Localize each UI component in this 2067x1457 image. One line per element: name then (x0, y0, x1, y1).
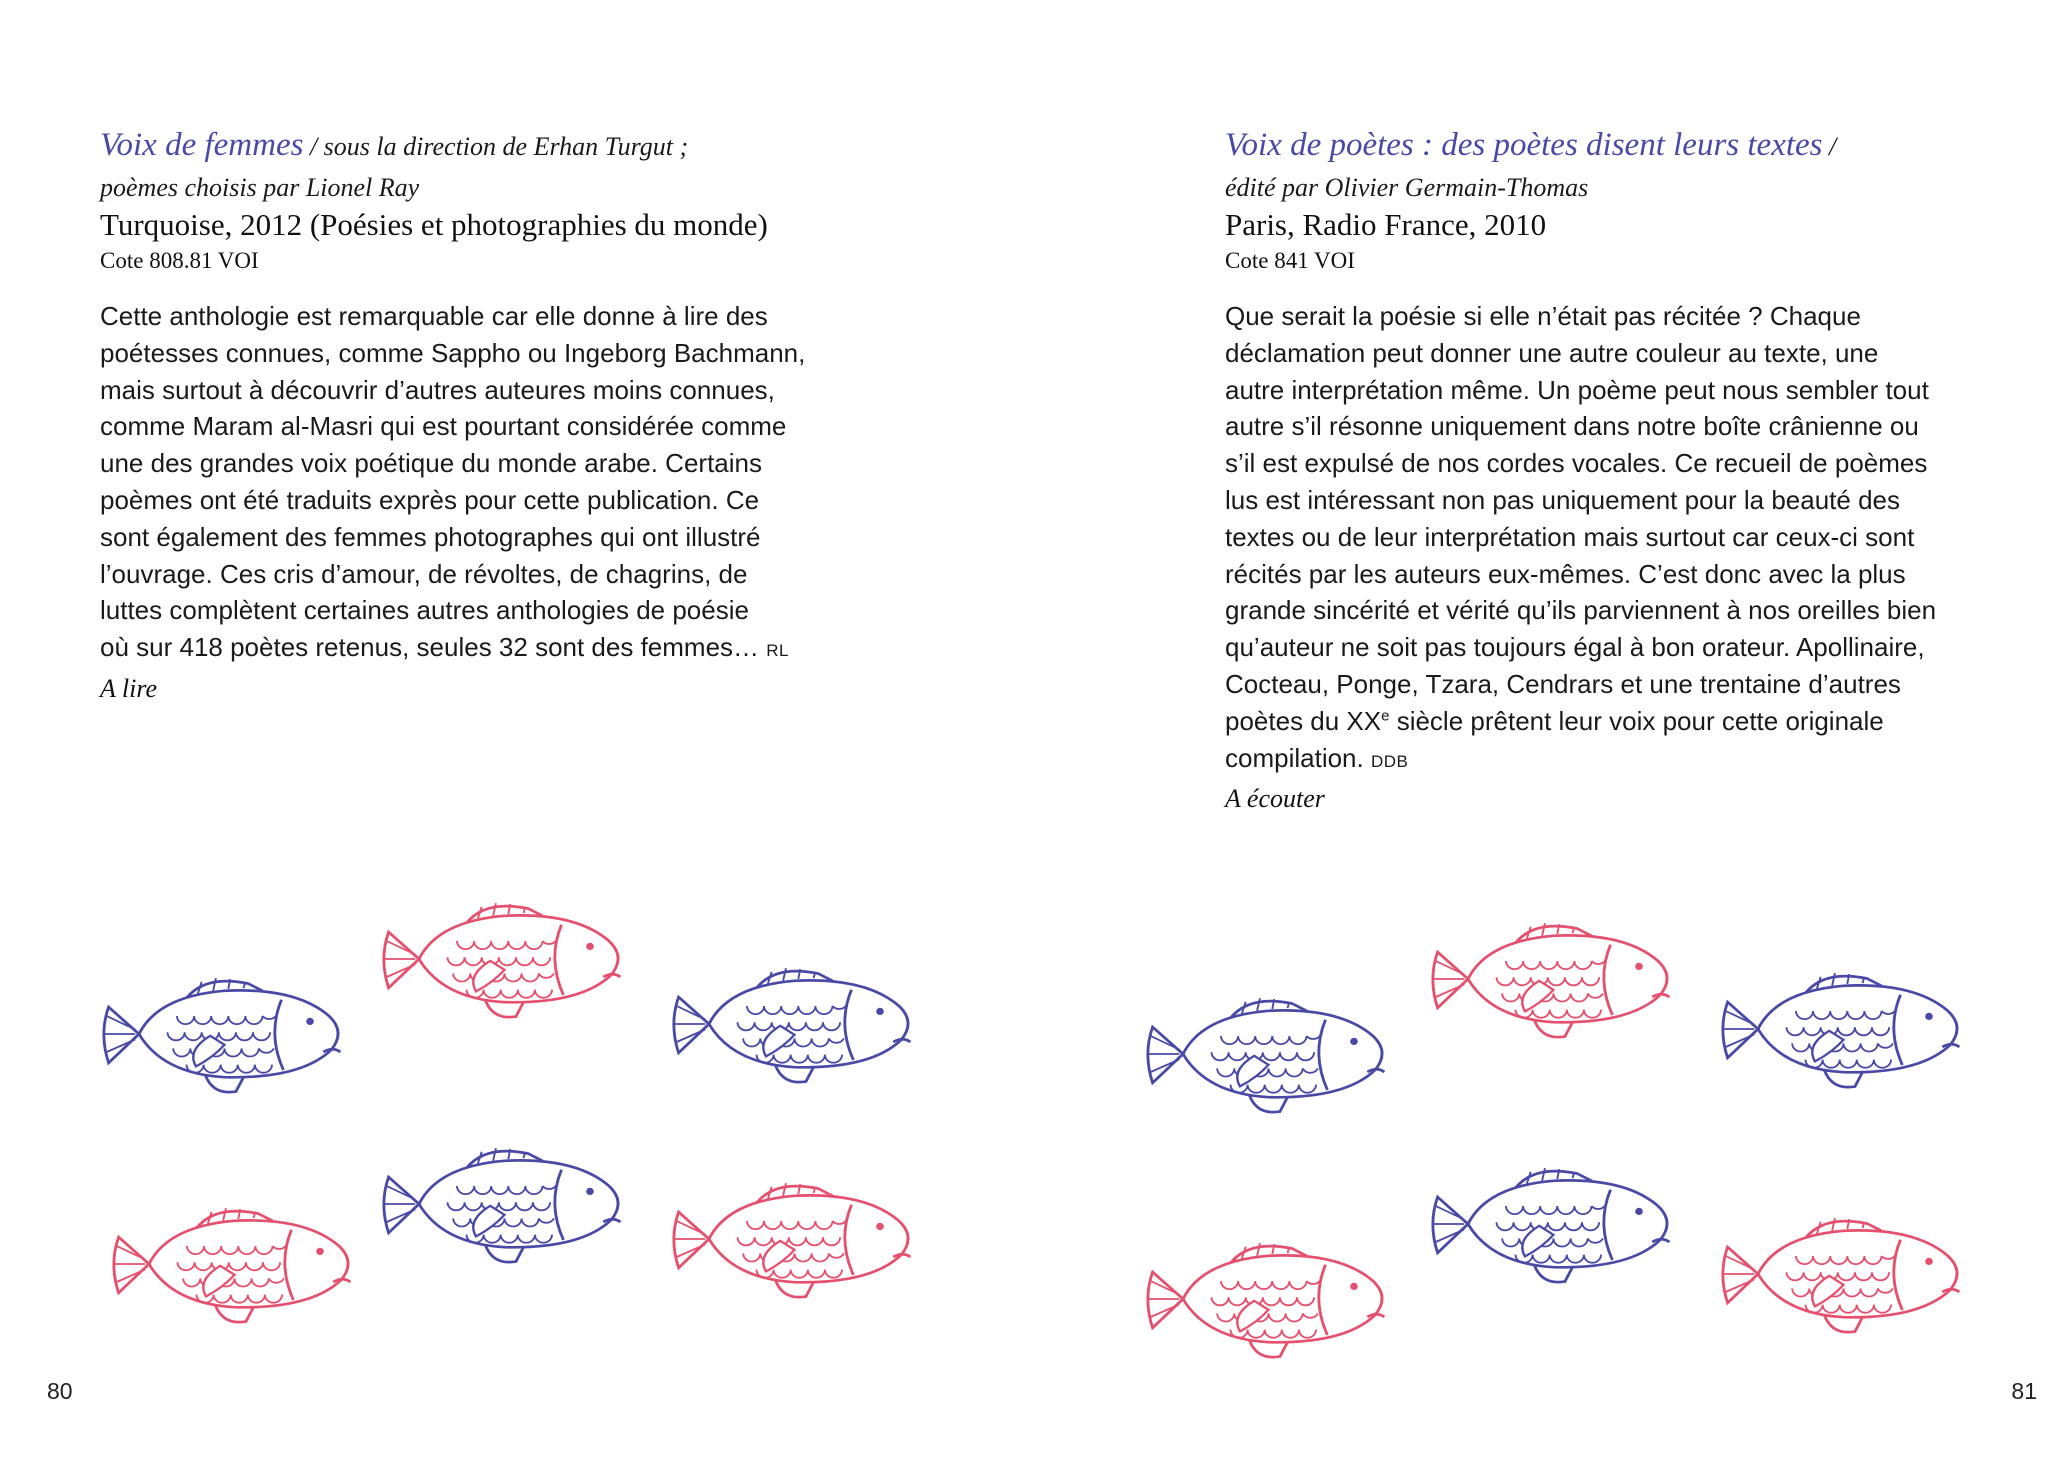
page-number: 80 (47, 1378, 73, 1404)
fish-illustration-svg (0, 880, 1033, 1340)
fish-blue-icon (1723, 973, 1960, 1087)
fish-pink-icon (1433, 923, 1670, 1037)
fish-blue-icon (104, 978, 341, 1092)
review-line: comme Maram al-Masri qui est pourtant considérée comme (100, 411, 787, 442)
review-line: autre interprétation même. Un poème peut nous sembler tout (1225, 374, 1929, 405)
review-line: récités par les auteurs eux-mêmes. C’est donc avec la plus (1225, 558, 1906, 589)
entry-cote: Cote 841 VOI (1225, 248, 1355, 273)
fish-pink-icon (114, 1208, 351, 1322)
entry-title[interactable]: Voix de femmes (100, 127, 304, 163)
entry-title[interactable]: Voix de poètes : des poètes disent leurs textes (1225, 127, 1823, 163)
page-number: 81 (2011, 1378, 2037, 1404)
fish-pink-icon (674, 1183, 911, 1297)
fish-illustration (1034, 900, 2067, 1360)
catalog-entry (100, 126, 840, 708)
superscript: e (1381, 707, 1390, 725)
review-line: grande sincérité et vérité qu’ils parviennent à nos oreilles bien (1225, 595, 1937, 626)
review-line: sont également des femmes photographes qui ont illustré (100, 521, 761, 552)
entry-title-slash: / (1822, 132, 1837, 161)
review-line-part: siècle prêtent leur voix pour cette originale (1389, 705, 1884, 736)
fish-illustration (0, 880, 1033, 1340)
review-line (1225, 703, 2015, 740)
review-line: lus est intéressant non pas uniquement pour la beauté des (1225, 484, 1901, 515)
review-line: Cette anthologie est remarquable car elle donne à lire des (100, 301, 768, 331)
review-line-last (1225, 740, 2015, 781)
right-page (1034, 0, 2067, 1457)
review-line: mais surtout à découvrir d’autres auteures moins connues, (100, 374, 775, 405)
fish-blue-icon (674, 968, 911, 1082)
entry-action: A lire (100, 673, 158, 703)
reviewer-initials: DDB (1370, 751, 1409, 771)
entry-responsibility: / sous la direction de Erhan Turgut ; (303, 132, 689, 161)
left-page (0, 0, 1033, 1457)
review-line: textes ou de leur interprétation mais surtout car ceux-ci sont (1225, 521, 1915, 552)
entry-responsibility: édité par Olivier Germain-Thomas (1225, 173, 1589, 202)
entry-review (100, 298, 840, 670)
fish-pink-icon (1723, 1218, 1960, 1332)
fish-illustration-svg (1034, 900, 2067, 1360)
review-line: où sur 418 poètes retenus, seules 32 sont des femmes… (100, 632, 760, 663)
entry-title-line (1225, 126, 2015, 170)
entry-responsibility-2: poèmes choisis par Lionel Ray (100, 173, 420, 202)
entry-publication: Turquoise, 2012 (Poésies et photographies du monde) (100, 207, 768, 242)
review-line: qu’auteur ne soit pas toujours égal à bon orateur. Apollinaire, (1225, 632, 1925, 663)
catalog-entry (1225, 126, 2015, 818)
review-line: Que serait la poésie si elle n’était pas récitée ? Chaque (1225, 301, 1861, 331)
fish-blue-icon (384, 1148, 621, 1262)
review-line: une des grandes voix poétique du monde arabe. Certains (100, 448, 762, 479)
review-line: poèmes ont été traduits exprès pour cette publication. Ce (100, 484, 760, 515)
entry-cote: Cote 808.81 VOI (100, 248, 259, 273)
review-line: l’ouvrage. Ces cris d’amour, de révoltes, de chagrins, de (100, 558, 748, 589)
review-line-last (100, 629, 840, 670)
review-line: déclamation peut donner une autre couleur au texte, une (1225, 337, 1879, 368)
fish-blue-icon (1433, 1168, 1670, 1282)
review-line: autre s’il résonne uniquement dans notre boîte crânienne ou (1225, 411, 1919, 442)
review-line: compilation. (1225, 742, 1364, 773)
fish-pink-icon (384, 903, 621, 1017)
fish-pink-icon (1148, 1243, 1385, 1357)
entry-review (1225, 298, 2015, 780)
entry-title-line (100, 126, 840, 170)
review-line: poétesses connues, comme Sappho ou Ingeborg Bachmann, (100, 337, 806, 368)
entry-publication: Paris, Radio France, 2010 (1225, 207, 1547, 242)
review-line: s’il est expulsé de nos cordes vocales. Ce recueil de poèmes (1225, 448, 1928, 479)
fish-blue-icon (1148, 998, 1385, 1112)
reviewer-initials: RL (766, 641, 790, 661)
entry-action: A écouter (1225, 784, 1325, 814)
review-line: Cocteau, Ponge, Tzara, Cendrars et une trentaine d’autres (1225, 668, 1901, 699)
review-line: luttes complètent certaines autres anthologies de poésie (100, 595, 749, 626)
review-line-part: poètes du XX (1225, 705, 1382, 736)
